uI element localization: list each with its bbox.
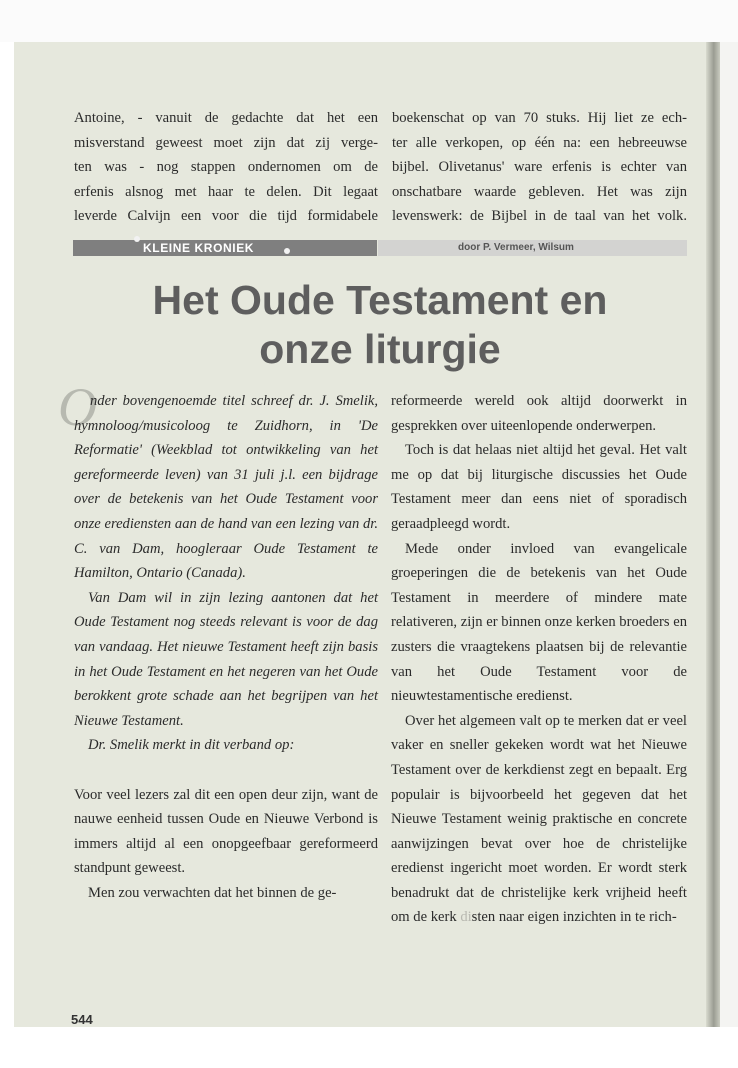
text-line: boekenschat op van 70 stuks. Hij liet ze ech- [392, 110, 687, 126]
page-binding-shadow [706, 42, 720, 1027]
article-column-left [74, 389, 378, 905]
section-label: KLEINE KRONIEK [143, 241, 255, 255]
body-paragraph: reformeerde wereld ook altijd doorwerkt in gesprekken over uiteenlopende onderwerpen. [391, 393, 687, 434]
bullet-dot-icon [134, 236, 140, 242]
continued-text-left [74, 106, 378, 229]
body-paragraph: Mede onder invloed van evangelicale groeperingen die de betekenis van het Oude Testament in meerdere of mindere mate relativeren, zijn er binnen onze kerken broeders en zusters die vraagtekens plaatsen bij de relevantie van het Oude Testament voor de nieuwtestamentische eredienst. [391, 540, 687, 705]
body-paragraph: Toch is dat helaas niet altijd het geval. Het valt me op dat bij liturgische discussies het Oude Testament meer dan eens niet of sporadisch geraadpleegd wordt. [391, 442, 687, 532]
paragraph-text-end: sten naar eigen inzichten in te rich- [471, 909, 677, 926]
continued-text-right [392, 106, 687, 229]
paragraph-text: Over het algemeen valt op te merken dat er veel vaker en sneller gekeken wordt wat het Nieuwe Testament over de kerkdienst zegt en bepaalt. Erg populair is bijvoorbeeld het gegeven dat het Nieuwe Testament weinig praktische en concrete aanwijzingen bevat over hoe de christelijke eredienst ingericht moet worden. Er wordt sterk benadrukt dat de christelijke kerk vrijheid heeft om de kerk [391, 712, 687, 926]
text-line: Antoine, - vanuit de gedachte dat het een [74, 110, 378, 126]
text-line: misverstand geweest moet zijn dat zij verge- [74, 134, 378, 151]
text-line: leverde Calvijn een voor die tijd formidabele [74, 208, 378, 225]
drop-cap: O [58, 377, 97, 437]
title-line-2: onze liturgie [259, 326, 501, 372]
intro-paragraph: Dr. Smelik merkt in dit verband op: [88, 737, 295, 754]
text-line: ten was - nog stappen ondernomen om de [74, 159, 378, 176]
paragraph-gap [74, 758, 378, 783]
text-line: erfenis alsnog met haar te delen. Dit legaat [74, 183, 378, 200]
article-column-right [391, 389, 687, 930]
text-line: onschatbare waarde gebleven. Het was zijn [392, 183, 687, 200]
author-byline: door P. Vermeer, Wilsum [458, 242, 574, 253]
text-line: levenswerk: de Bijbel in de taal van het volk. [392, 208, 687, 225]
bullet-dot-icon [284, 248, 290, 254]
page-number: 544 [71, 1012, 93, 1027]
scan-margin [720, 42, 738, 1027]
body-paragraph: Voor veel lezers zal dit een open deur zijn, want de nauwe eenheid tussen Oude en Nieuwe Verbond is immers altijd al een onopgeefbaar gereformeerd standpunt geweest. [74, 786, 378, 877]
text-line: bijbel. Olivetanus' ware erfenis is echter van [392, 159, 687, 176]
intro-paragraph: nder bovengenoemde titel schreef dr. J. Smelik, hymnoloog/musicoloog te Zuidhorn, in 'De Reformatie' (Weekblad tot ontwikkeling van het gereformeerde leven) van 31 juli j.l. een bijdrage over de betekenis van het Oude Testament voor onze erediensten aan de hand van een lezing van dr. C. van Dam, hoogleraar Oude Testament te Hamilton, Ontario (Canada). [74, 393, 378, 582]
scan-background [0, 0, 738, 42]
text-line: ter alle verkopen, op één na: een hebreeuwse [392, 134, 687, 151]
article-title [60, 276, 700, 374]
title-line-1: Het Oude Testament en [152, 277, 608, 323]
intro-paragraph: Van Dam wil in zijn lezing aantonen dat het Oude Testament nog steeds relevant is voor de dag van vandaag. Het nieuwe Testament heeft zijn basis in het Oude Testament en het negeren van het Oude berokkent grote schade aan het begrijpen van het Nieuwe Testament. [74, 589, 378, 729]
smudged-text: di [460, 909, 472, 926]
body-paragraph [391, 709, 687, 930]
body-paragraph: Men zou verwachten dat het binnen de ge- [88, 884, 337, 901]
